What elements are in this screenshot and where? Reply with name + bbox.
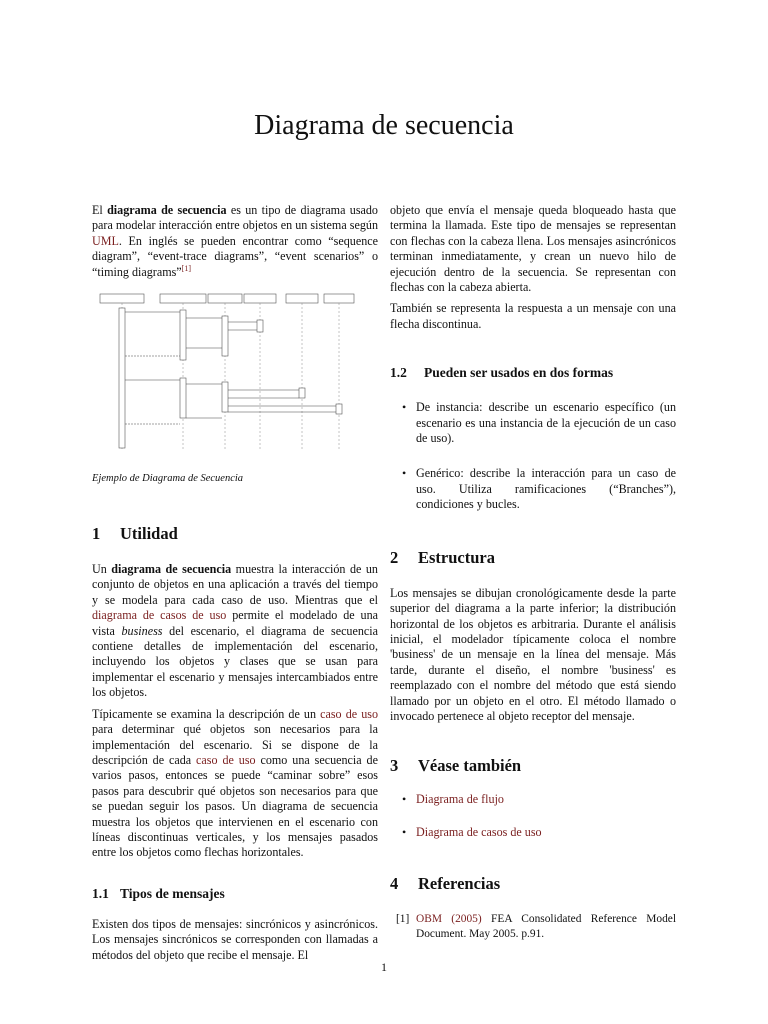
section-heading-estructura [390,548,676,568]
reference-number: [1] [396,913,410,926]
section-number: 4 [390,874,399,894]
section-title: Pueden ser usados en dos formas [424,365,614,381]
estructura-paragraph: Los mensajes se dibujan cronológicamente desde la parte superior del diagrama a la parte inferior; la distribución horizontal de los objetos es arbitraria. Durante el análisis inicial, el modelador típicamente coloca el nombre 'business' de un mensaje en la línea del mensaje. Más tarde, durante el diseño, el nombre 'business' es reemplazado con el nombre del método que está siendo llamado por un objeto en el otro. El método llamado o invocado pertenece al objeto receptor del mensaje. [390,585,676,723]
reference-text: FEA Consolidated Reference Model Document. May 2005. p.91. [416,913,677,941]
sequence-diagram-image [92,290,362,460]
page-number: 1 [381,960,387,974]
list-item [390,792,676,807]
section-heading-vease [390,756,676,776]
text: Un [92,562,112,577]
figure-caption: Ejemplo de Diagrama de Secuencia [92,473,244,485]
caso-de-uso-link[interactable]: caso de uso [320,706,378,721]
section-number: 1.1 [92,885,109,901]
left-column [92,203,378,969]
text: es un tipo de diagrama usado para modelar interacción entre objetos en un sistema según [92,203,378,233]
page-title: Diagrama de secuencia [254,110,514,141]
section-title: Tipos de mensajes [120,885,225,901]
list-item: • De instancia: describe un escenario específico (un escenario es una instancia de la ejecución de un caso de uso). [390,400,676,446]
intro-paragraph [92,203,378,280]
section-heading-utilidad [92,524,378,544]
text: del escenario, el diagrama de secuencia contiene detalles de implementación del escenario, incluyendo los objetos y clases que se usan para implementar el escenario y mensajes intercambiados entre los objetos. [92,623,378,700]
uml-link[interactable]: UML [92,233,119,248]
text: muestra la interacción de un conjunto de objetos en una aplicación a través del tiempo y se modela para cada caso de uso. Mientras que el [92,562,378,607]
section-title: Estructura [418,547,495,567]
mensajes-continuation-paragraph: objeto que envía el mensaje queda bloqueado hasta que termina la llamada. Este tipo de mensajes se representan con flechas con la cabeza llena. Los mensajes asincrónicos terminan inmediatamente, y crean un nuevo hilo de ejecución dentro de la secuencia. Se representan con flechas con la cabeza abierta. [390,203,676,295]
text: Típicamente se examina la descripción de un [92,706,321,721]
section-title: Referencias [418,874,501,894]
utilidad-paragraph-2 [92,707,378,861]
term-bold: diagrama de secuencia [111,562,232,577]
section-number: 2 [390,547,399,567]
formas-list [390,400,676,512]
section-number: 1 [92,524,101,544]
section-title: Véase también [418,756,522,776]
italic-term: business [121,623,163,638]
section-title: Utilidad [120,524,178,544]
tipos-mensajes-paragraph: Existen dos tipos de mensajes: sincrónicos y asincrónicos. Los mensajes sincrónicos se corresponden con llamadas a métodos del objeto que recibe el mensaje. El [92,916,378,962]
sequence-diagram-figure [92,290,378,484]
utilidad-paragraph-1 [92,562,378,701]
section-heading-referencias [390,874,676,894]
text: . En inglés se pueden encontrar como “sequence diagram”, “event-trace diagrams”, “event scenarios” o “timing diagrams” [92,233,378,279]
text: para determinar qué objetos son necesarios para la implementación del escenario. Si se dispone de la descripción de cada [92,722,378,767]
text: como una secuencia de varios pasos, entonces se puede “caminar sobre” esos pasos para descubrir qué objetos son necesarios para que se puedan seguir los pasos. Un diagrama de secuencia muestra los objetos que intervienen en el escenario con líneas discontinuas verticales, y los mensajes pasados entre los objetos como flechas horizontales. [92,752,378,860]
subsection-heading-formas [390,364,676,382]
list-item [390,825,676,840]
respuesta-paragraph: También se representa la respuesta a un mensaje con una flecha discontinua. [390,301,676,331]
text: El [92,203,108,217]
diagrama-flujo-link[interactable]: Diagrama de flujo [416,792,504,807]
obm-link[interactable]: OBM (2005) [416,913,482,926]
section-number: 3 [390,756,399,776]
right-column [390,203,676,942]
diagrama-casos-uso-link[interactable]: Diagrama de casos de uso [416,824,542,839]
citation-link[interactable]: [1] [181,263,191,273]
subsection-heading-tipos-mensajes [92,885,378,903]
see-also-list [390,792,676,840]
text: permite el modelado de una vista [92,608,378,638]
list-item: • Genérico: describe la interacción para un caso de uso. Utiliza ramificaciones (“Branches”), condiciones y bucles. [390,466,676,512]
caso-de-uso-link[interactable]: caso de uso [196,752,256,767]
section-number: 1.2 [390,365,407,381]
term-bold: diagrama de secuencia [107,203,227,217]
reference-item [390,912,676,942]
diagrama-casos-uso-link[interactable]: diagrama de casos de uso [92,608,227,623]
